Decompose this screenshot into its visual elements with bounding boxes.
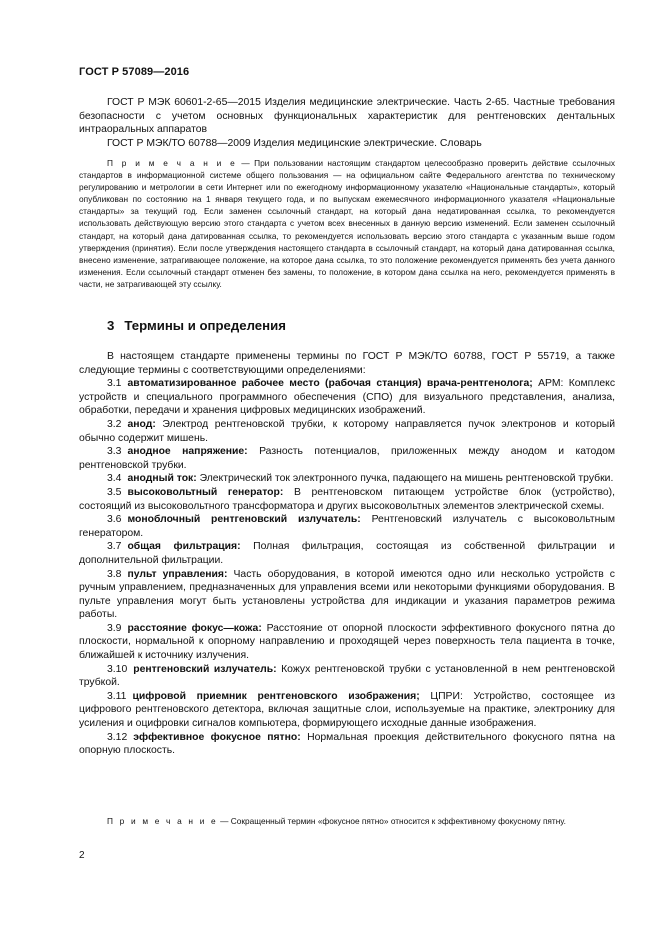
page-number: 2 [79, 850, 85, 861]
term-definition: Кожух рентгеновской трубки с установленной в нем рентгеновской трубкой. [79, 663, 615, 689]
term-name: расстояние фокус—кожа: [127, 622, 262, 634]
term-definition: ЦПРИ: Устройство, состоящее из цифрового рентгеновского детектора, включая защитные слои, используемые на практике, электронику для усиления и оцифровки сигналов компьютера, формирующего исходные данные изображения. [79, 690, 615, 730]
term-name: анод: [127, 418, 156, 430]
term-entry [79, 663, 615, 690]
term-number: 3.3 [107, 446, 122, 458]
note-text: — При пользовании настоящим стандартом целесообразно проверить действие ссылочных стандартов в информационной системе общего пользования — на официальном сайте Федерального агентства по техническому регулированию и метрологии в сети Интернет или по ежегодному информационному указателю «Национальные стандарты», который опубликован по состоянию на 1 января текущего года, и по выпускам ежемесячного информационного указателя «Национальные стандарты» за текущий год. Если заменен ссылочный стандарт, на который дана недатированная ссылка, то рекомендуется использовать действующую версию этого стандарта с учетом всех внесенных в данную версию изменений. Если заменен ссылочный стандарт, на который дана датированная ссылка, то рекомендуется использовать версию этого стандарта с указанным выше годом утверждения (принятия). Если после утверждения настоящего стандарта в ссылочный стандарт, на который дана датированная ссылка, внесено изменение, затрагивающее положение, на которое дана ссылка, то это положение рекомендуется применять без учета данного изменения. Если ссылочный стандарт отменен без замены, то положение, в котором дана ссылка на него, рекомендуется применять в части, не затрагивающей эту ссылку. [79, 158, 615, 289]
term-name: анодное напряжение: [127, 446, 248, 458]
term-definition: Электрический ток электронного пучка, падающего на мишень рентгеновской трубки. [199, 473, 614, 485]
term-entry [79, 472, 615, 486]
term-definition: Рентгеновский излучатель с высоковольтным генератором. [79, 514, 615, 539]
term-number: 3.11 [107, 690, 127, 702]
term-number: 3.8 [107, 568, 122, 580]
term-number: 3.6 [107, 514, 122, 526]
term-definition: Разность потенциалов, приложенных между анодом и катодом рентгеновской трубки. [79, 446, 616, 471]
reference-code: ГОСТ Р МЭК 60601-2-65—2015 [107, 97, 261, 108]
term-entry [79, 513, 615, 540]
term-number: 3.12 [107, 731, 128, 743]
term-name: цифровой приемник рентгеновского изображения; [132, 690, 420, 702]
note-label: П р и м е ч а н и е [107, 158, 237, 168]
section-intro: В настоящем стандарте применены термины по ГОСТ Р МЭК/ТО 60788, ГОСТ Р 55719, а также следующие термины с соответствующими определениями: [79, 351, 615, 376]
term-entry [79, 690, 615, 731]
term-number: 3.1 [107, 378, 122, 390]
reference-title: Изделия медицинские электрические. Часть 2-65. Частные требования безопасности с учетом основных функциональных характеристик для рентгеновских дентальных интраоральных аппаратов [79, 97, 615, 136]
term-name: рентгеновский излучатель: [133, 663, 277, 675]
term-name: общая фильтрация: [127, 541, 241, 553]
term-number: 3.10 [107, 663, 128, 675]
reference-title: Изделия медицинские электрические. Словарь [253, 137, 482, 149]
section-heading [107, 318, 286, 333]
term-name: эффективное фокусное пятно: [133, 731, 301, 743]
term-number: 3.5 [107, 486, 122, 498]
term-entry [79, 445, 615, 472]
term-name: высоковольтный генератор: [127, 486, 284, 498]
term-entry [79, 731, 615, 758]
note-paragraph [79, 157, 615, 290]
reference-item [79, 137, 615, 151]
term-entry [79, 540, 615, 567]
focal-spot-note [79, 815, 615, 827]
term-number: 3.7 [107, 541, 122, 553]
term-entry [79, 377, 615, 418]
references-note [79, 157, 615, 290]
term-number: 3.2 [107, 418, 122, 430]
term-entry [79, 418, 615, 445]
term-definition: Расстояние от опорной плоскости эффективного фокусного пятна до плоскости, нормальной к опорному направлению и проходящей через поверхность тела пациента в точке, ближайшей к источнику излучения. [79, 622, 615, 662]
reference-item [79, 96, 615, 137]
term-entry [79, 622, 615, 663]
term-definition: АРМ: Комплекс устройств и специального программного обеспечения (СПО) для визуального представления, анализа, обработки, передачи и хранения цифровых медицинских изображений. [79, 378, 616, 417]
term-entry [79, 486, 615, 513]
term-definition: Нормальная проекция действительного фокусного пятна на опорную плоскость. [79, 731, 615, 757]
section-number: 3 [107, 318, 115, 333]
standard-header: ГОСТ Р 57089—2016 [79, 66, 190, 78]
terms-block [79, 350, 615, 758]
term-name: моноблочный рентгеновский излучатель: [127, 514, 361, 526]
note-text: — Сокращенный термин «фокусное пятно» относится к эффективному фокусному пятну. [220, 816, 566, 826]
term-number: 3.9 [107, 622, 122, 634]
term-definition: Полная фильтрация, состоящая из собственной фильтрации и дополнительной фильтрации. [79, 541, 615, 566]
reference-code: ГОСТ Р МЭК/ТО 60788—2009 [107, 137, 251, 149]
note-label: П р и м е ч а н и е [107, 816, 218, 826]
term-definition: Электрод рентгеновской трубки, к которому направляется пучок электронов и который обычно содержит мишень. [79, 418, 615, 444]
section-title: Термины и определения [124, 318, 286, 333]
term-name: автоматизированное рабочее место (рабочая станция) врача-рентгенолога; [127, 378, 533, 390]
term-entry [79, 568, 615, 622]
term-definition: Часть оборудования, в которой имеются одно или несколько устройств с ручным управлением, предназначенных для управления всеми или некоторыми функциями оборудования. В пульте управления могут быть установлены устройства для индикации и указания параметров режима работы. [79, 568, 615, 621]
term-number: 3.4 [107, 473, 122, 485]
term-definition: В рентгеновском питающем устройстве блок (устройство), состоящий из высоковольтного трансформатора и других высоковольтных элементов электрической схемы. [79, 486, 615, 512]
term-name: анодный ток: [127, 473, 197, 485]
references-block [79, 96, 615, 150]
note-paragraph [79, 815, 615, 827]
term-name: пульт управления: [127, 568, 228, 580]
